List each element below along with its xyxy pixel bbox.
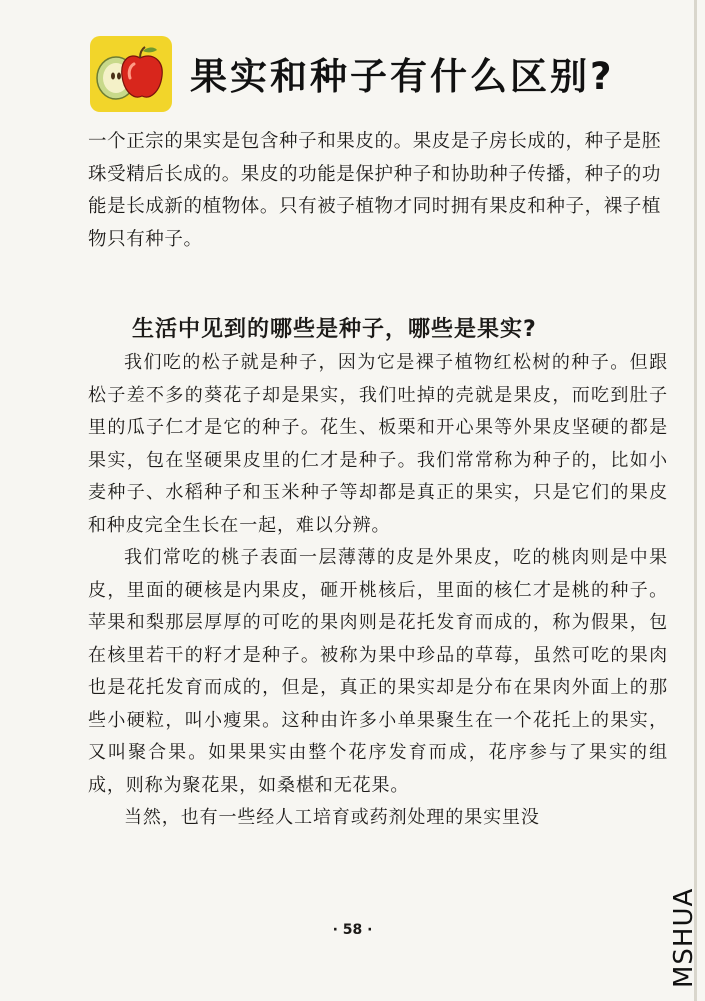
watermark-text: MSHUA — [669, 887, 699, 988]
body-paragraph: 我们吃的松子就是种子，因为它是裸子植物红松树的种子。但跟松子差不多的葵花子却是果实，我们吐掉的壳就是果皮，而吃到肚子里的瓜子仁才是它的种子。花生、板栗和开心果等外果皮坚硬的都是果实，包在坚硬果皮里的仁才是种子。我们常常称为种子的，比如小麦种子、水稻种子和玉米种子等却都是真正的果实，只是它们的果皮和种皮完全生长在一起，难以分辨。 — [88, 352, 668, 536]
page-edge — [694, 0, 697, 1001]
page-number: · 58 · — [332, 922, 373, 938]
watermark — [658, 870, 705, 990]
section-heading: 生活中见到的哪些是种子，哪些是果实? — [132, 317, 537, 342]
page-title: 果实和种子有什么区别? — [190, 55, 615, 98]
body-paragraph: 我们常吃的桃子表面一层薄薄的皮是外果皮，吃的桃肉则是中果皮，里面的硬核是内果皮，砸开桃核后，里面的核仁才是桃的种子。苹果和梨那层厚厚的可吃的果肉则是花托发育而成的，称为假果，包在核里若干的籽才是种子。被称为果中珍品的草莓，虽然可吃的果肉也是花托发育而成的，但是，真正的果实却是分布在果肉外面上的那些小硬粒，叫小瘦果。这种由许多小单果聚生在一个花托上的果实，又叫聚合果。如果果实由整个花序发育而成，花序参与了果实的组成，则称为聚花果，如桑椹和无花果。 — [88, 547, 668, 796]
apple-icon — [90, 36, 172, 112]
body-paragraph: 当然，也有一些经人工培育或药剂处理的果实里没 — [124, 807, 540, 828]
intro-paragraph: 一个正宗的果实是包含种子和果皮的。果皮是子房长成的，种子是胚珠受精后长成的。果皮的功能是保护种子和协助种子传播，种子的功能是长成新的植物体。只有被子植物才同时拥有果皮和种子，裸子植物只有种子。 — [88, 131, 662, 250]
apple-icon-badge — [90, 36, 172, 112]
body-text — [88, 347, 668, 835]
